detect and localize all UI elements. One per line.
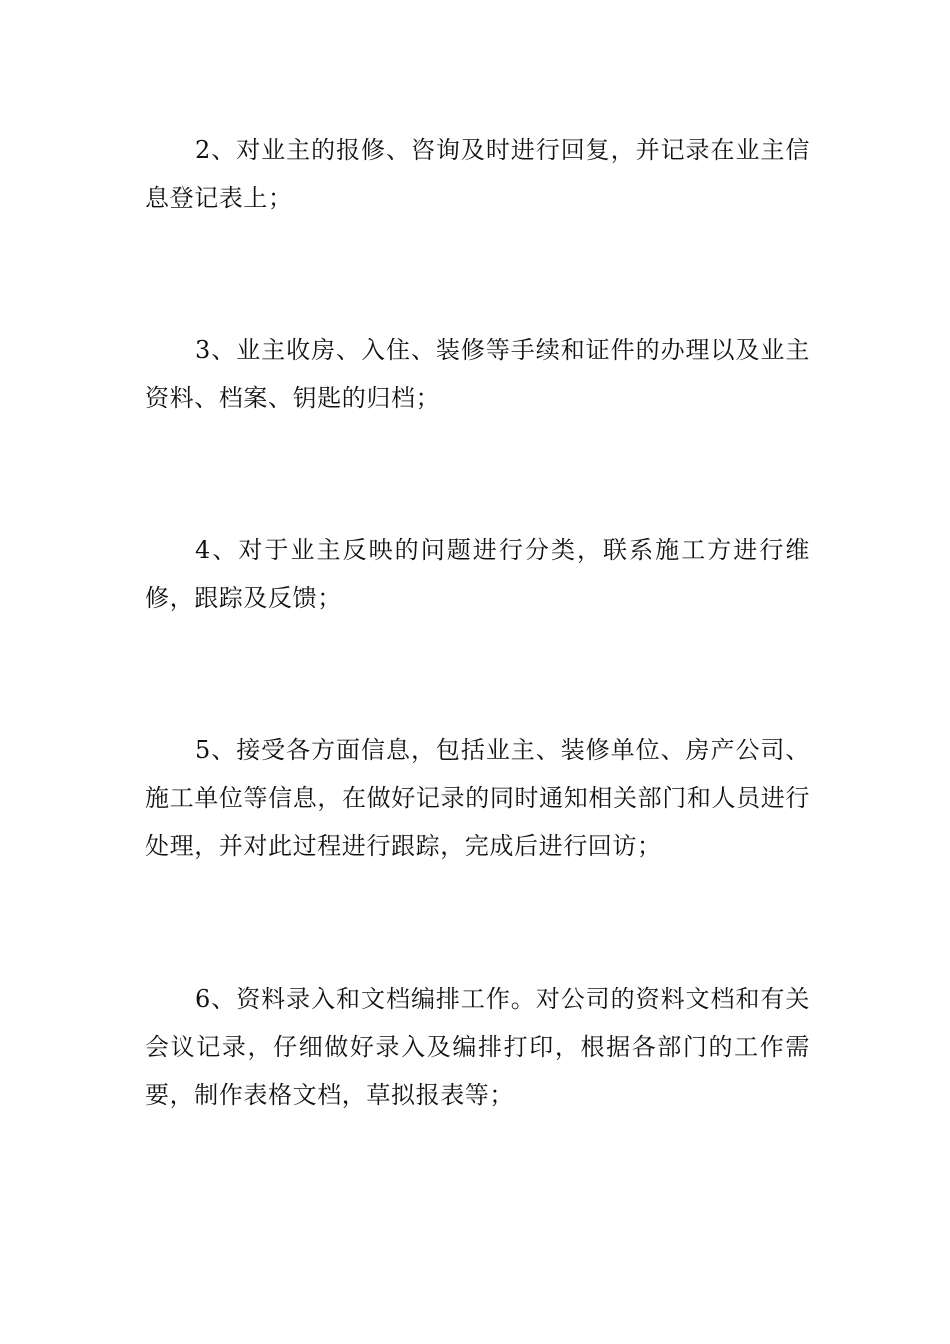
paragraph-item-2: 2、对业主的报修、咨询及时进行回复，并记录在业主信息登记表上； (145, 136, 810, 212)
paragraph-item-4: 4、对于业主反映的问题进行分类，联系施工方进行维修，跟踪及反馈； (145, 536, 810, 612)
paragraph-item-6: 6、资料录入和文档编排工作。对公司的资料文档和有关会议记录，仔细做好录入及编排打印，根据各部门的工作需要，制作表格文档，草拟报表等； (145, 985, 810, 1109)
paragraph-item-3: 3、业主收房、入住、装修等手续和证件的办理以及业主资料、档案、钥匙的归档； (145, 336, 810, 412)
paragraph-item-5: 5、接受各方面信息，包括业主、装修单位、房产公司、施工单位等信息，在做好记录的同时通知相关部门和人员进行处理，并对此过程进行跟踪，完成后进行回访； (145, 736, 810, 860)
